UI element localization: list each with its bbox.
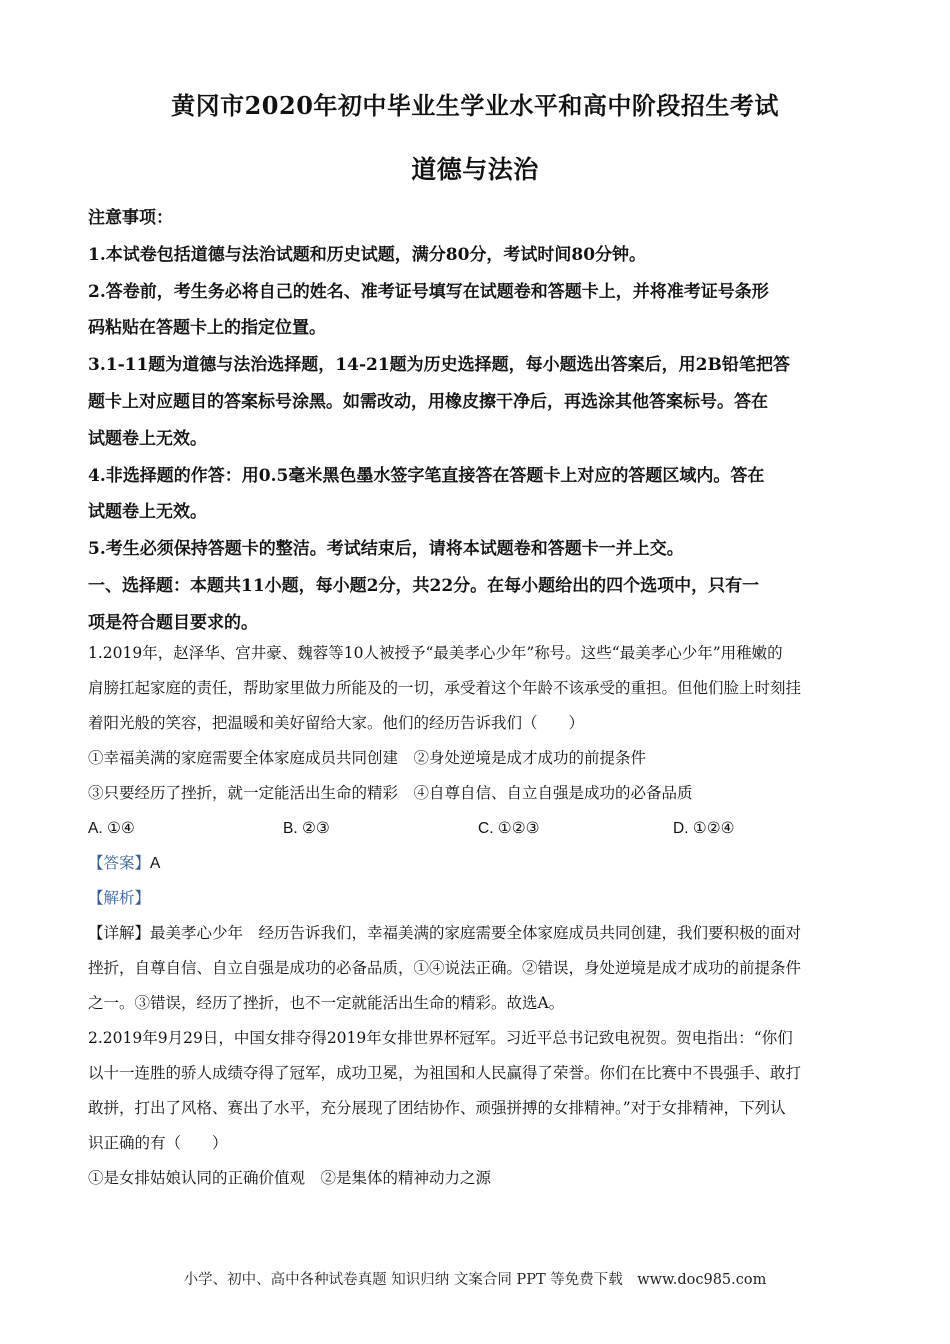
detail-line: 之一。③错误，经历了挫折，也不一定就能活出生命的精彩。故选A。 (88, 994, 565, 1012)
q1-stem-line: 肩膀扛起家庭的责任，帮助家里做力所能及的一切，承受着这个年龄不该承受的重担。但他们脸上时刻挂 (88, 679, 802, 697)
section-heading-line: 一、选择题：本题共11小题，每小题2分，共22分。在每小题给出的四个选项中，只有一 (88, 575, 760, 596)
notes-section (88, 200, 868, 642)
q1-stem-line: 1.2019年，赵泽华、宫井豪、魏蓉等10人被授予“最美孝心少年”称号。这些“最美孝心少年”用稚嫩的 (88, 644, 783, 662)
subject-title: 道德与法治 (411, 155, 539, 184)
exam-title: 黄冈市2020年初中毕业生学业水平和高中阶段招生考试 (171, 91, 779, 120)
answer-value: A (150, 855, 161, 872)
notes-line: 5.考生必须保持答题卡的整洁。考试结束后，请将本试题卷和答题卡一并上交。 (88, 539, 684, 560)
detail-line (88, 916, 868, 951)
notes-heading: 注意事项： (88, 208, 173, 228)
questions-body (88, 636, 868, 1196)
analysis-tag: 【解析】 (88, 889, 151, 907)
option-a: A. ①④ (88, 820, 135, 837)
notes-line: 4.非选择题的作答：用0.5毫米黑色墨水签字笔直接答在答题卡上对应的答题区域内。答在 (88, 465, 765, 486)
footer-text: 小学、初中、高中各种试卷真题 知识归纳 文案合同 PPT 等免费下载 www.doc985.com (183, 1272, 767, 1288)
notes-line: 试题卷上无效。 (88, 428, 207, 449)
q1-statement-line: ①幸福美满的家庭需要全体家庭成员共同创建 ②身处逆境是成才成功的前提条件 (88, 749, 647, 767)
notes-line: 题卡上对应题目的答案标号涂黑。如需改动，用橡皮擦干净后，再选涂其他答案标号。答在 (88, 391, 768, 412)
notes-line: 2.答卷前，考生务必将自己的姓名、准考证号填写在试题卷和答题卡上，并将准考证号条形 (88, 281, 769, 302)
q2-stem-line: 识正确的有（ ） (88, 1134, 228, 1152)
detail-line: 挫折，自尊自信、自立自强是成功的必备品质，①④说法正确。②错误，身处逆境是成才成功的前提条件 (88, 959, 802, 977)
detail-tag: 【详解】 (88, 924, 151, 942)
option-c: C. ①②③ (478, 820, 540, 837)
q2-stem-line: 2.2019年9月29日，中国女排夺得2019年女排世界杯冠军。习近平总书记致电祝贺。贺电指出：“你们 (88, 1029, 793, 1047)
q1-statement-line: ③只要经历了挫折，就一定能活出生命的精彩 ④自尊自信、自立自强是成功的必备品质 (88, 784, 693, 802)
section-heading-line: 项是符合题目要求的。 (88, 612, 258, 633)
notes-line: 3.1-11题为道德与法治选择题，14-21题为历史选择题，每小题选出答案后，用2B铅笔把答 (88, 355, 790, 376)
answer-line (88, 846, 868, 881)
detail-text: 最美孝心少年 经历告诉我们，幸福美满的家庭需要全体家庭成员共同创建，我们要积极的面对 (150, 924, 802, 942)
answer-tag: 【答案】 (88, 854, 151, 872)
q1-stem-line: 着阳光般的笑容，把温暖和美好留给大家。他们的经历告诉我们（ ） (88, 714, 585, 732)
notes-line: 试题卷上无效。 (88, 502, 207, 523)
q2-statement-line: ①是女排姑娘认同的正确价值观 ②是集体的精神动力之源 (88, 1169, 492, 1187)
q2-stem-line: 以十一连胜的骄人成绩夺得了冠军，成功卫冕，为祖国和人民赢得了荣誉。你们在比赛中不畏强手、敢打 (88, 1064, 802, 1082)
notes-line: 码粘贴在答题卡上的指定位置。 (88, 318, 326, 339)
option-d: D. ①②④ (673, 820, 735, 837)
analysis-line (88, 881, 868, 916)
notes-line: 1.本试卷包括道德与法治试题和历史试题，满分80分，考试时间80分钟。 (88, 244, 647, 265)
q2-stem-line: 敢拼，打出了风格、赛出了水平，充分展现了团结协作、顽强拼搏的女排精神。”对于女排精神，下列认 (88, 1099, 786, 1117)
option-b: B. ②③ (283, 820, 330, 837)
q1-options (88, 811, 868, 846)
